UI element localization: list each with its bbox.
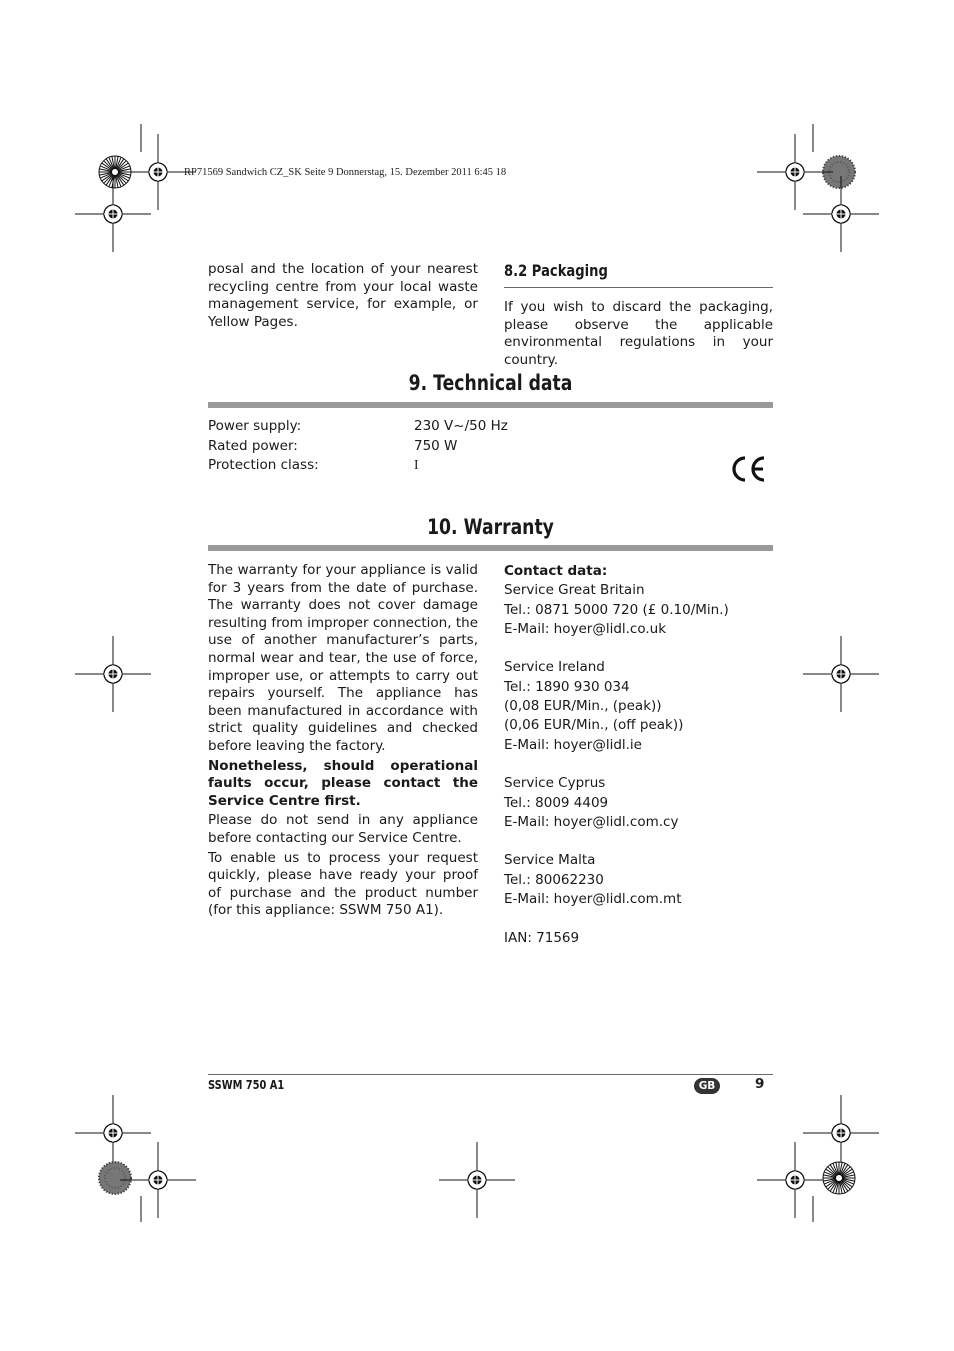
warranty-service-notice: Nonetheless, should operational faults occur, please contact the Service Centre first. (208, 757, 478, 809)
contact-line: Service Malta (504, 852, 596, 869)
contact-line: Tel.: 8009 4409 (504, 794, 609, 811)
footer-rule (208, 1074, 773, 1075)
contact-line (504, 909, 773, 928)
contact-line: Service Ireland (504, 659, 605, 676)
ce-mark-icon (729, 455, 767, 483)
contact-line: (0,08 EUR/Min., (peak)) (504, 698, 662, 715)
contact-line: Service Great Britain (504, 582, 645, 599)
spec-label-power-supply: Power supply: (208, 418, 302, 434)
contact-data-block (504, 562, 773, 948)
packaging-heading: 8.2 Packaging (504, 261, 608, 280)
country-badge: GB (694, 1078, 720, 1094)
technical-data-heading: 9. Technical data (408, 371, 573, 395)
contact-line: E-Mail: hoyer@lidl.com.mt (504, 891, 682, 908)
contact-line: E-Mail: hoyer@lidl.co.uk (504, 620, 667, 637)
contact-line (504, 832, 773, 851)
warranty-rule (208, 545, 773, 551)
spec-value-rated-power: 750 W (414, 438, 458, 454)
contact-line: Tel.: 0871 5000 720 (£ 0.10/Min.) (504, 601, 729, 618)
contact-line: E-Mail: hoyer@lidl.com.cy (504, 813, 679, 830)
warranty-terms-paragraph: The warranty for your appliance is valid for 3 years from the date of purchase. The warranty does not cover damage resulting from improper connection, the use of another manufacturer’s parts, normal wear and tear, the use of force, improper use, or attempts to carry out repairs yourself. The appliance has been manufactured in accordance with strict quality guidelines and checked before leaving the factory. (208, 562, 478, 754)
contact-data-title: Contact data: (504, 563, 608, 579)
spec-label-rated-power: Rated power: (208, 438, 298, 454)
contact-line: (0,06 EUR/Min., (off peak)) (504, 717, 684, 734)
page-number: 9 (755, 1076, 765, 1092)
spec-value-power-supply: 230 V~/50 Hz (414, 418, 508, 434)
technical-data-rule (208, 402, 773, 408)
contact-line: E-Mail: hoyer@lidl.ie (504, 736, 642, 753)
warranty-send-notice: Please do not send in any appliance before contacting our Service Centre. (208, 812, 478, 846)
packaging-text: If you wish to discard the packaging, please observe the applicable environmental regulations in your country. (504, 299, 773, 368)
footer-model-number: SSWM 750 A1 (208, 1078, 285, 1092)
warranty-left-column (208, 562, 478, 920)
contact-line: Tel.: 80062230 (504, 871, 604, 888)
contact-line: Service Cyprus (504, 775, 606, 792)
contact-line (504, 755, 773, 774)
spec-label-protection-class: Protection class: (208, 457, 319, 473)
contact-line (504, 639, 773, 658)
contact-line: IAN: 71569 (504, 929, 580, 946)
contact-line: Tel.: 1890 930 034 (504, 678, 630, 695)
disposal-continued-text: posal and the location of your nearest recycling centre from your local waste management service, for example, or Yellow Pages. (208, 261, 478, 330)
print-slug-header: RP71569 Sandwich CZ_SK Seite 9 Donnerstag, 15. Dezember 2011 6:45 18 (184, 167, 507, 178)
warranty-proof-paragraph: To enable us to process your request quickly, please have ready your proof of purchase and the product number (for this appliance: SSWM 750 A1). (208, 849, 478, 919)
spec-value-protection-class: I (414, 457, 419, 472)
warranty-heading: 10. Warranty (427, 515, 554, 539)
packaging-heading-rule (504, 287, 773, 288)
